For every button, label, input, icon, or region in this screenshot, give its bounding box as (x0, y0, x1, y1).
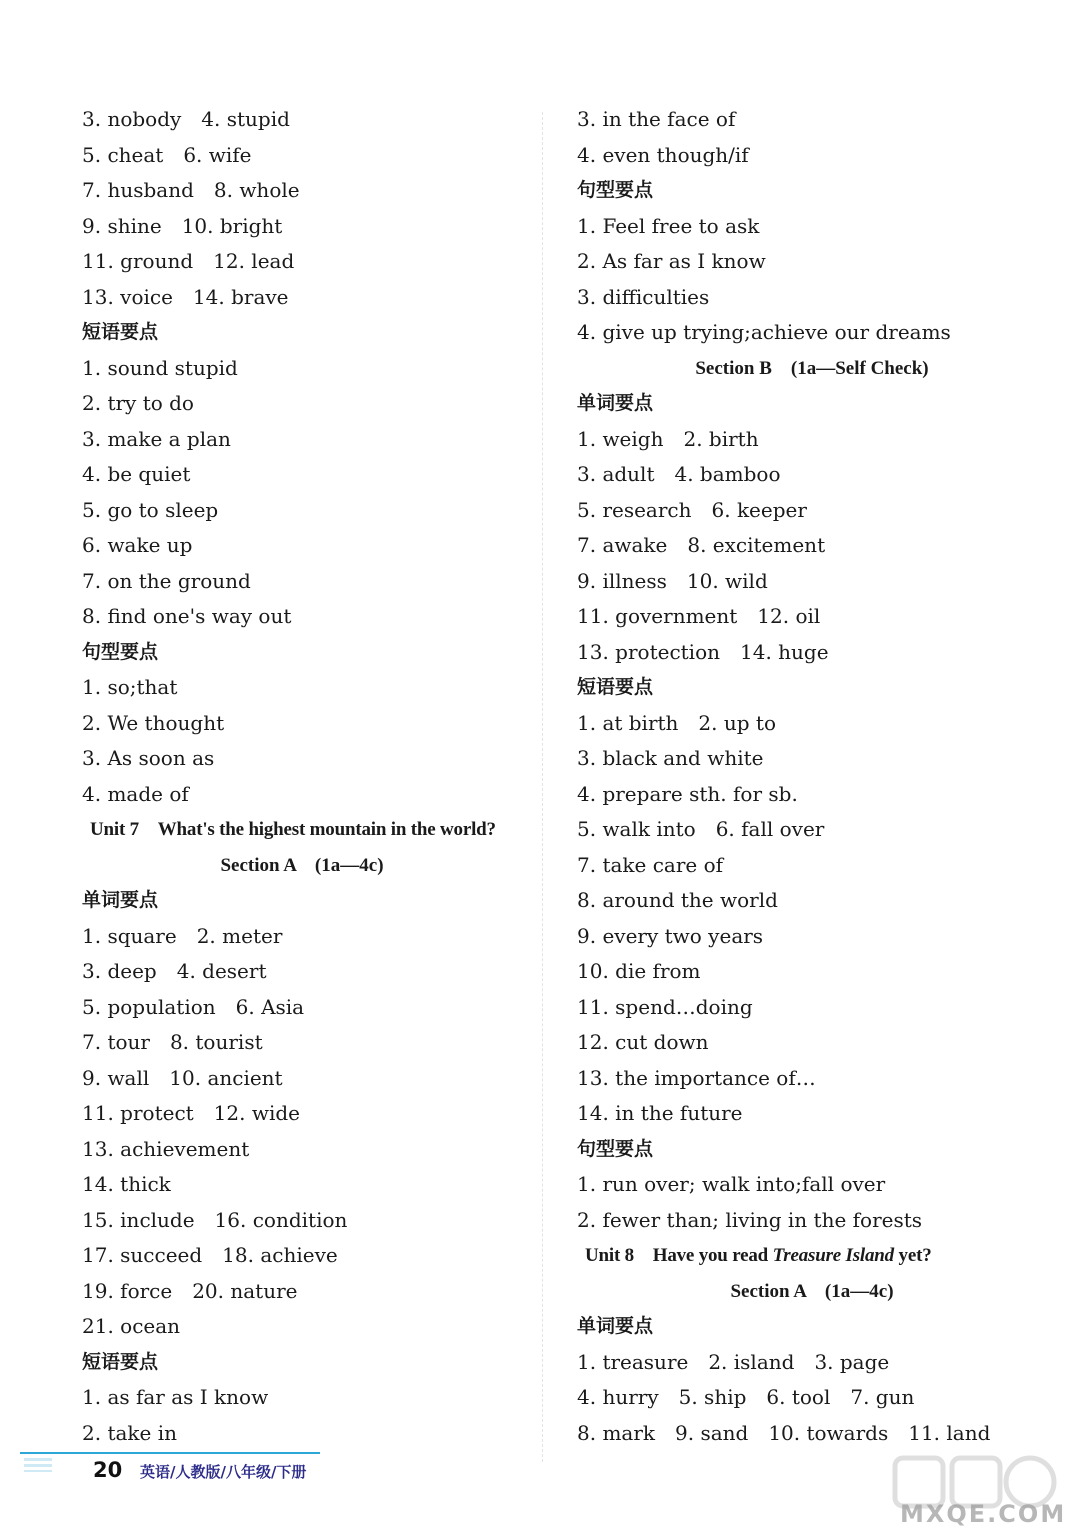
answer-item: 4. prepare sth. for sb. (577, 781, 798, 806)
unit-title-book: Treasure Island (772, 1245, 894, 1266)
answer-item: 1. Feel free to ask (577, 213, 760, 238)
answer-item: 13. achievement (82, 1136, 250, 1161)
answer-item: 5. research 6. keeper (577, 497, 807, 522)
watermark-text: MXQE.COM (900, 1500, 1067, 1528)
answer-item: 8. mark 9. sand 10. towards 11. land (577, 1420, 991, 1445)
unit-title-text: Unit 8 Have you read (585, 1245, 773, 1266)
section-heading: 单词要点 (577, 1315, 654, 1337)
answer-item: 3. in the face of (577, 107, 736, 131)
section-heading: 短语要点 (577, 676, 654, 698)
answer-item: 3. make a plan (82, 426, 231, 451)
section-heading: 单词要点 (82, 889, 159, 911)
left-column (82, 102, 522, 1451)
answer-item: 15. include 16. condition (82, 1207, 348, 1232)
unit-title: Unit 7 What's the highest mountain in the world? (90, 819, 496, 840)
answer-item: 1. run over; walk into;fall over (577, 1172, 886, 1196)
answer-item: 8. find one's way out (82, 604, 292, 628)
answer-item: 11. protect 12. wide (82, 1101, 300, 1125)
answer-item: 13. protection 14. huge (577, 639, 829, 664)
answer-item: 5. cheat 6. wife (82, 142, 252, 167)
answer-item: 11. government 12. oil (577, 604, 821, 628)
answer-item: 1. square 2. meter (82, 923, 283, 948)
answer-item: 9. shine 10. bright (82, 213, 283, 238)
answer-item: 4. be quiet (82, 462, 191, 486)
answer-item: 4. give up trying;achieve our dreams (577, 320, 951, 344)
answer-item: 11. spend…doing (577, 994, 753, 1019)
answer-item: 3. nobody 4. stupid (82, 107, 290, 131)
answer-item: 4. hurry 5. ship 6. tool 7. gun (577, 1385, 915, 1409)
answer-item: 4. made of (82, 781, 189, 806)
answer-item: 5. population 6. Asia (82, 994, 305, 1019)
answer-item: 2. try to do (82, 391, 194, 415)
section-heading: 句型要点 (577, 179, 654, 201)
answer-item: 3. adult 4. bamboo (577, 462, 781, 486)
section-title: Section A (1a—4c) (730, 1280, 894, 1302)
answer-item: 6. wake up (82, 533, 193, 557)
book-label: 英语/人教版/八年级/下册 (140, 1463, 307, 1481)
answer-item: 4. even though/if (577, 142, 749, 167)
section-title: Section A (1a—4c) (220, 854, 384, 876)
answer-item: 3. As soon as (82, 746, 215, 770)
answer-item: 1. as far as I know (82, 1385, 269, 1409)
answer-item: 7. husband 8. whole (82, 178, 300, 202)
footer-rule (20, 1452, 320, 1454)
answer-item: 1. sound stupid (82, 355, 238, 380)
answer-item: 7. on the ground (82, 568, 251, 593)
answer-item: 8. around the world (577, 888, 778, 912)
answer-item: 19. force 20. nature (82, 1278, 298, 1303)
answer-item: 5. walk into 6. fall over (577, 817, 825, 841)
answer-item: 7. take care of (577, 852, 724, 877)
answer-item: 21. ocean (82, 1314, 181, 1338)
answer-item: 11. ground 12. lead (82, 249, 295, 273)
answer-item: 17. succeed 18. achieve (82, 1243, 338, 1267)
answer-item: 2. We thought (82, 710, 225, 735)
answer-item: 13. voice 14. brave (82, 284, 289, 309)
section-heading: 句型要点 (82, 640, 159, 663)
answer-item: 9. illness 10. wild (577, 568, 768, 593)
answer-item: 5. go to sleep (82, 497, 219, 522)
section-heading: 句型要点 (577, 1137, 654, 1160)
right-column (577, 102, 1047, 1451)
answer-item: 3. deep 4. desert (82, 959, 267, 983)
column-divider (542, 112, 543, 1462)
answer-item: 2. As far as I know (577, 249, 766, 273)
section-heading: 短语要点 (82, 1350, 159, 1373)
answer-item: 7. tour 8. tourist (82, 1030, 263, 1054)
section-heading: 单词要点 (577, 392, 654, 414)
answer-item: 9. every two years (577, 923, 764, 948)
answer-item: 1. weigh 2. birth (577, 426, 759, 451)
answer-item: 2. fewer than; living in the forests (577, 1207, 923, 1232)
unit-title (577, 1238, 1047, 1274)
answer-item: 3. difficulties (577, 284, 710, 309)
answer-item: 1. at birth 2. up to (577, 710, 776, 735)
answer-item: 10. die from (577, 959, 701, 983)
answer-item: 14. thick (82, 1172, 171, 1196)
section-title: Section B (1a—Self Check) (695, 357, 929, 379)
unit-title-suffix: yet? (893, 1245, 932, 1266)
answer-item: 3. black and white (577, 746, 764, 770)
section-heading: 短语要点 (82, 321, 159, 343)
answer-item: 1. so;that (82, 675, 178, 699)
answer-item: 1. treasure 2. island 3. page (577, 1349, 890, 1374)
page-number: 20 (93, 1458, 123, 1482)
answer-item: 2. take in (82, 1420, 177, 1445)
answer-item: 14. in the future (577, 1101, 743, 1125)
footer-decoration (24, 1458, 52, 1472)
answer-item: 7. awake 8. excitement (577, 533, 826, 557)
answer-item: 13. the importance of… (577, 1065, 816, 1090)
answer-item: 12. cut down (577, 1030, 709, 1054)
answer-item: 9. wall 10. ancient (82, 1065, 283, 1090)
